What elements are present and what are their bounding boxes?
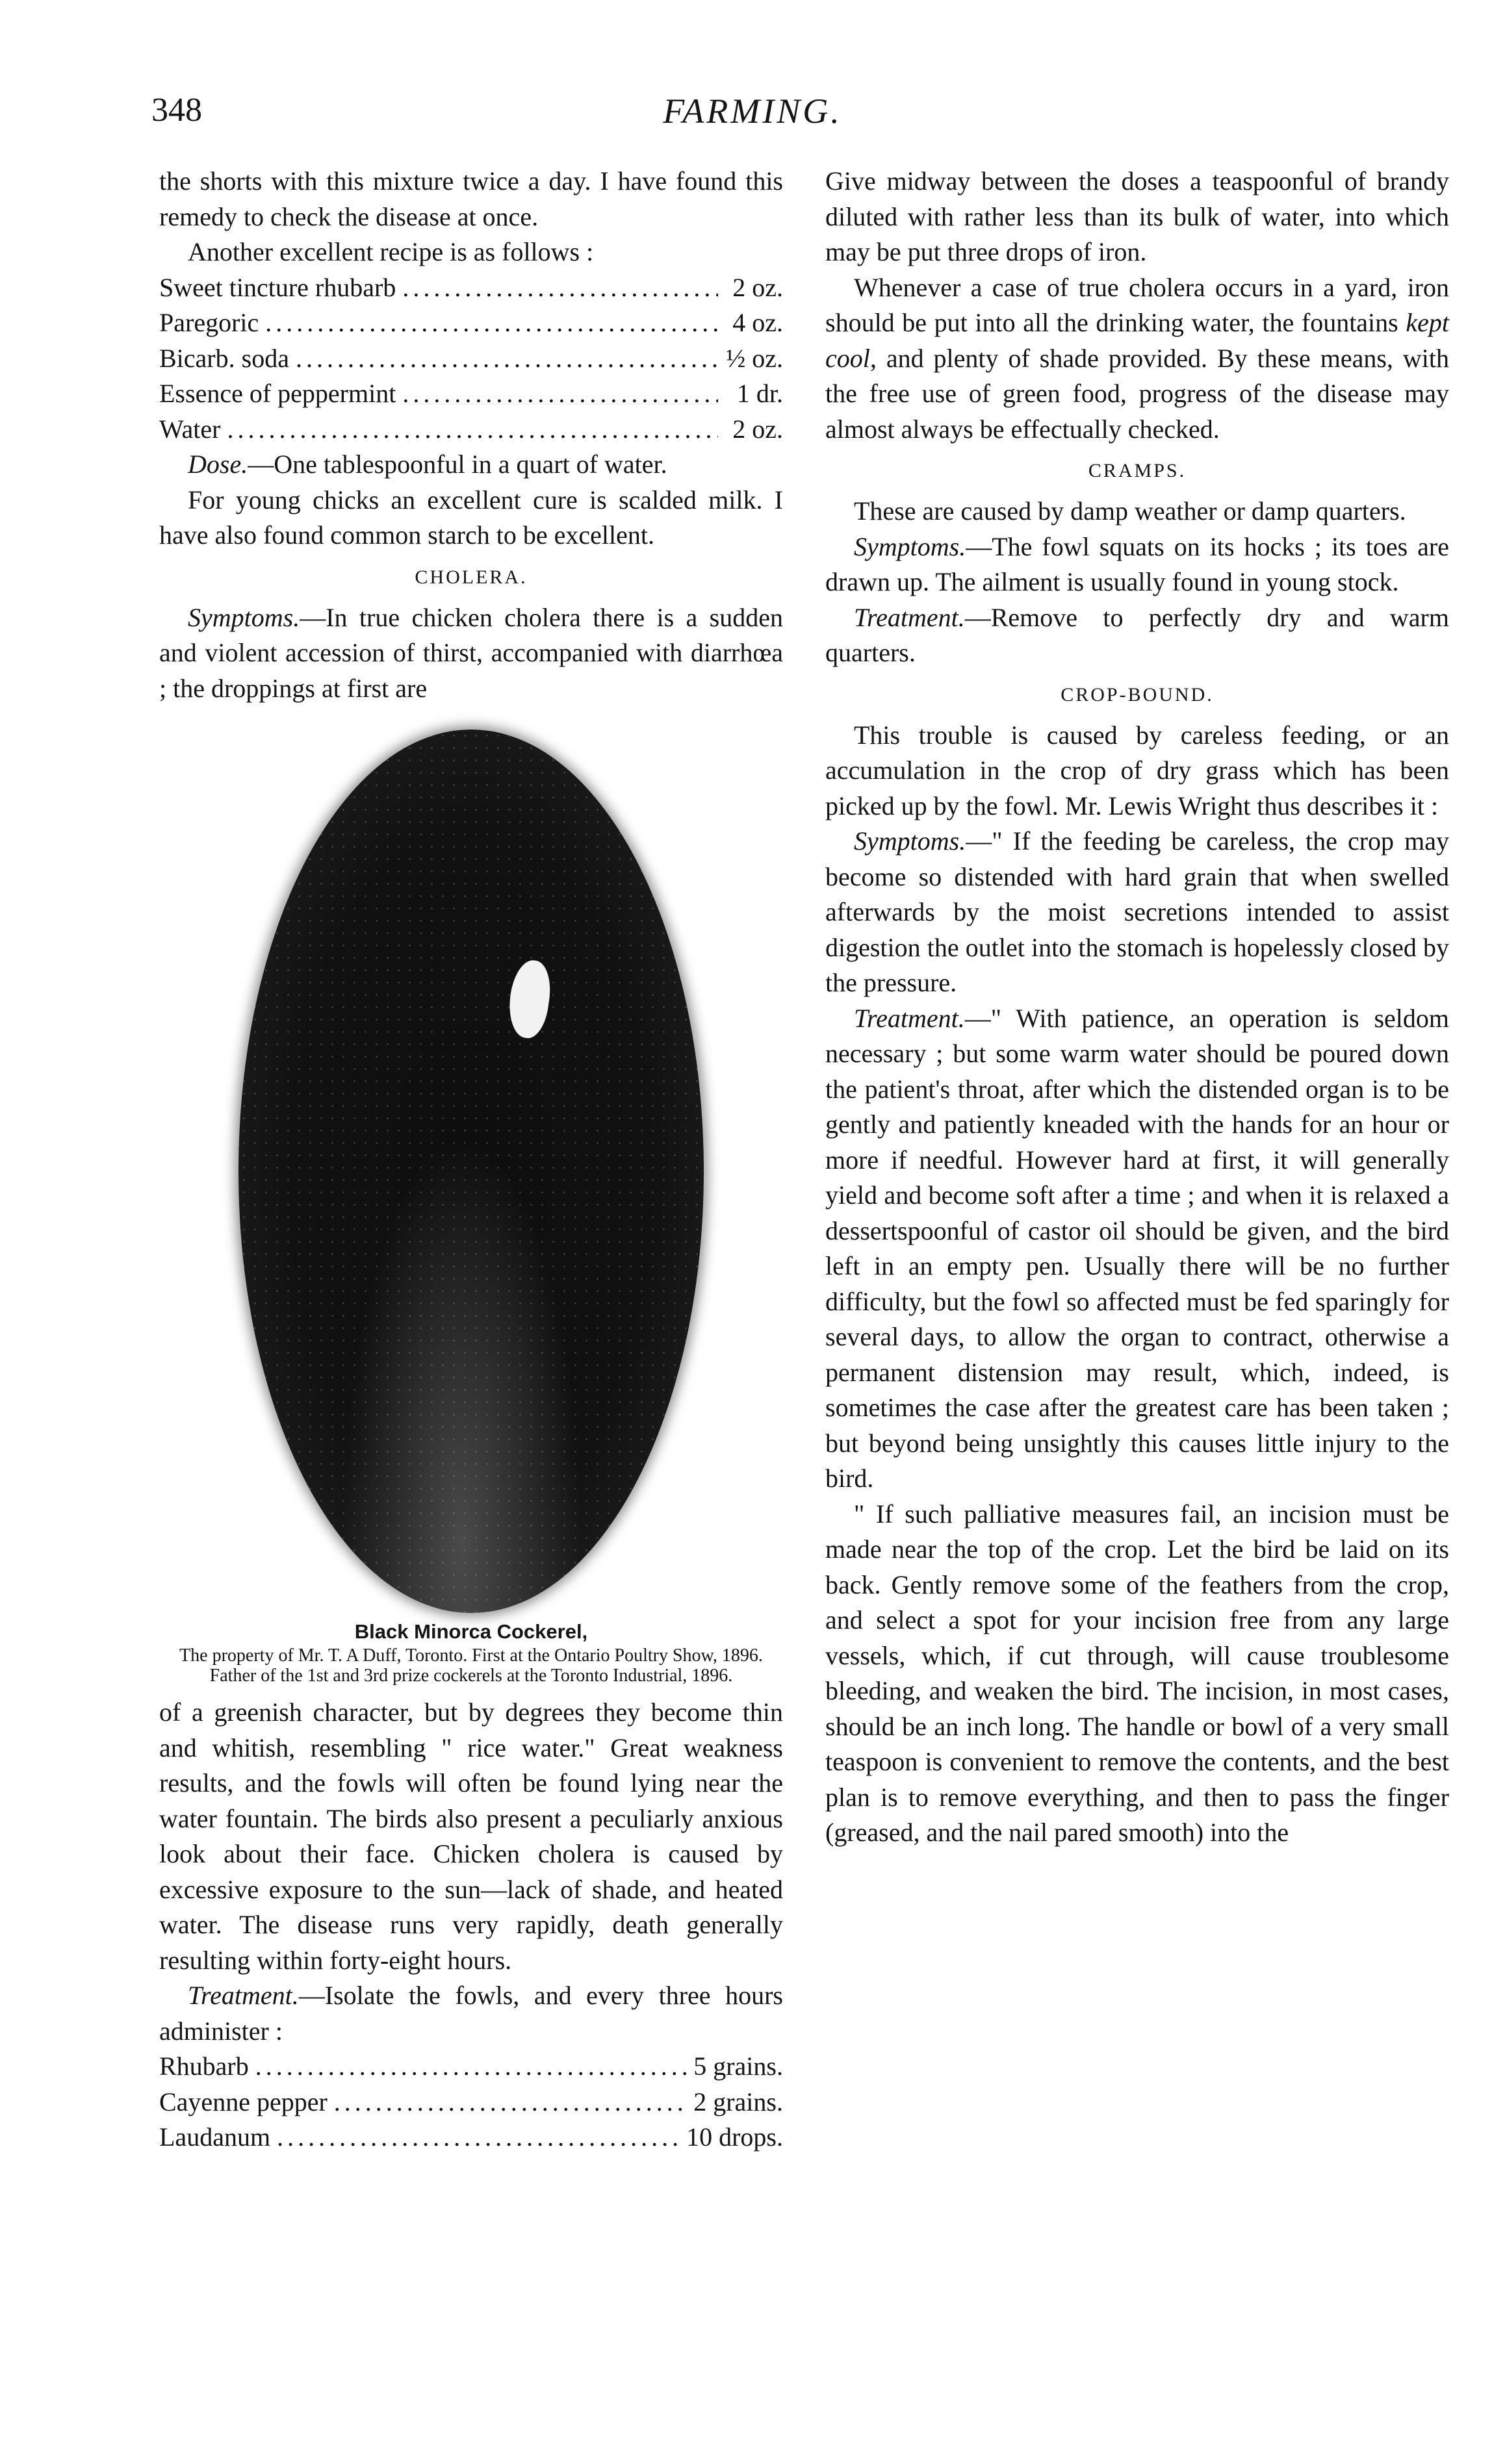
paragraph: of a greenish character, but by degrees they become thin and whitish, resembling " rice water." Great weakness results, and the fowls will often be found lying near the water fountain. The birds also present a peculiarly anxious look about their face. Chicken cholera is caused by excessive exposure to the sun—lack of shade, and heated water. The disease runs very rapidly, death generally resulting within forty-eight hours.	[159, 1697, 783, 1975]
text-run: Whenever a case of true cholera occurs in a yard, iron should be put into all the drinking water, the fountains	[825, 272, 1449, 337]
recipe-quantity: 5 grains.	[693, 2051, 783, 2081]
dot-leader	[402, 376, 718, 412]
dot-leader	[402, 270, 718, 306]
recipe-row	[159, 412, 783, 448]
left-column	[159, 164, 783, 2155]
recipe-ingredient: Cayenne pepper	[159, 2087, 328, 2116]
recipe-list	[159, 270, 783, 448]
paragraph: This trouble is caused by careless feeding, or an accumulation in the crop of dry grass which has been picked up by the fowl. Mr. Lewis Wright thus describes it :	[825, 720, 1449, 820]
figure	[159, 710, 783, 1686]
recipe-quantity: 2 oz.	[732, 272, 783, 302]
recipe-quantity: 4 oz.	[732, 308, 783, 337]
recipe-list	[159, 2049, 783, 2155]
dose-label: Dose.	[188, 450, 248, 479]
paragraph-treatment	[825, 600, 1449, 671]
recipe-row	[159, 305, 783, 341]
recipe-ingredient: Sweet tincture rhubarb	[159, 272, 396, 302]
dot-leader	[296, 341, 718, 377]
dot-leader	[255, 2049, 687, 2085]
recipe-row	[159, 376, 783, 412]
running-title: FARMING.	[663, 92, 842, 131]
figure-caption	[159, 1618, 783, 1686]
photo-texture	[238, 730, 704, 1613]
treatment-text: —Remove to perfectly dry and warm quarters.	[825, 602, 1449, 667]
recipe-quantity: ½ oz.	[726, 343, 783, 373]
dot-leader	[334, 2085, 687, 2120]
recipe-ingredient: Bicarb. soda	[159, 343, 289, 373]
section-heading-cramps: CRAMPS.	[1088, 460, 1187, 481]
treatment-label: Treatment.	[188, 1981, 299, 2010]
recipe-ingredient: Paregoric	[159, 308, 259, 337]
recipe-ingredient: Essence of peppermint	[159, 379, 396, 408]
photo-frame	[159, 710, 783, 1613]
cockerel-photo	[238, 730, 704, 1613]
symptoms-label: Symptoms.	[854, 826, 966, 856]
recipe-ingredient: Rhubarb	[159, 2051, 249, 2081]
paragraph-symptoms	[825, 529, 1449, 600]
paragraph-treatment	[159, 1978, 783, 2049]
recipe-quantity: 2 oz.	[732, 414, 783, 444]
recipe-quantity: 2 grains.	[693, 2087, 783, 2116]
caption-body: The property of Mr. T. A Duff, Toronto. First at the Ontario Poultry Show, 1896. Father of the 1st and 3rd prize cockerels at the Toronto Industrial, 1896.	[179, 1645, 763, 1686]
paragraph: For young chicks an excellent cure is scalded milk. I have also found common starch to be excellent.	[159, 485, 783, 550]
recipe-row	[159, 2120, 783, 2155]
caption-title: Black Minorca Cockerel,	[354, 1620, 588, 1643]
section-heading-cholera: CHOLERA.	[415, 566, 528, 588]
paragraph: " If such palliative measures fail, an incision must be made near the top of the crop. Let the bird be laid on its back. Gently remove some of the feathers from the crop, and select a spot for your incision free from any large vessels, which, if cut through, will cause troublesome bleeding, and weaken the bird. The incision, in most cases, should be an inch long. The handle or bowl of a very small teaspoon is convenient to remove the contents, and the best plan is to remove everything, and then to pass the finger (greased, and the nail pared smooth) into the	[825, 1499, 1449, 1847]
symptoms-label: Symptoms.	[854, 531, 966, 561]
right-column	[825, 164, 1449, 1851]
section-heading-crop-bound: CROP-BOUND.	[1061, 683, 1214, 705]
treatment-label: Treatment.	[854, 1003, 965, 1033]
paragraph: These are caused by damp weather or damp quarters.	[854, 496, 1406, 526]
symptoms-text: —In true chicken cholera there is a sudden and violent accession of thirst, accompanied with diarrhœa ; the droppings at first are	[159, 602, 783, 703]
paragraph-treatment	[825, 1001, 1449, 1497]
page-number: 348	[151, 92, 202, 129]
symptoms-text: —The fowl squats on its hocks ; its toes are drawn up. The ailment is usually found in young stock.	[825, 531, 1449, 596]
treatment-text: —Isolate the fowls, and every three hours administer :	[159, 1981, 783, 2046]
paragraph-symptoms	[159, 600, 783, 707]
page-header	[0, 91, 1505, 149]
text-run: , and plenty of shade provided. By these means, with the free use of green food, progress of the disease may almost always be effectually checked.	[825, 343, 1449, 444]
dot-leader	[277, 2120, 680, 2155]
recipe-ingredient: Water	[159, 414, 221, 444]
recipe-quantity: 10 drops.	[686, 2122, 783, 2152]
dose-text: —One tablespoonful in a quart of water.	[248, 450, 667, 479]
recipe-quantity: 1 dr.	[736, 379, 783, 408]
recipe-ingredient: Laudanum	[159, 2122, 271, 2152]
dot-leader	[227, 412, 719, 448]
treatment-label: Treatment.	[854, 602, 965, 632]
symptoms-text: —" If the feeding be careless, the crop may become so distended with hard grain that when swelled afterwards by the moist secretions intended to assist digestion the outlet into the stomach is hopelessly closed by the pressure.	[825, 826, 1449, 997]
dot-leader	[265, 305, 718, 341]
recipe-row	[159, 2085, 783, 2120]
recipe-row	[159, 270, 783, 306]
paragraph: the shorts with this mixture twice a day. I have found this remedy to check the disease at once.	[159, 166, 783, 231]
paragraph-dose	[159, 447, 783, 483]
recipe-row	[159, 341, 783, 377]
paragraph-symptoms	[825, 824, 1449, 1001]
treatment-text: —" With patience, an operation is seldom necessary ; but some warm water should be poured down the patient's throat, after which the distended organ is to be gently and patiently kneaded with the hands for an hour or more if needful. However hard at first, it will generally yield and become soft after a time ; and when it is relaxed a dessertspoonful of castor oil should be given, and the bird left in an empty pen. Usually there will be no further difficulty, but the fowl so affected must be fed sparingly for several days, to allow the organ to contract, otherwise a permanent distension may result, which, indeed, is sometimes the case after the greatest care has been taken ; but beyond being unsightly this causes little injury to the bird.	[825, 1003, 1449, 1493]
text-emphasis: kept cool	[825, 308, 1449, 373]
recipe-row	[159, 2049, 783, 2085]
paragraph: Another excellent recipe is as follows :	[188, 237, 594, 266]
paragraph	[825, 270, 1449, 448]
symptoms-label: Symptoms.	[188, 602, 300, 632]
paragraph: Give midway between the doses a teaspoonful of brandy diluted with rather less than its bulk of water, into which may be put three drops of iron.	[825, 166, 1449, 266]
